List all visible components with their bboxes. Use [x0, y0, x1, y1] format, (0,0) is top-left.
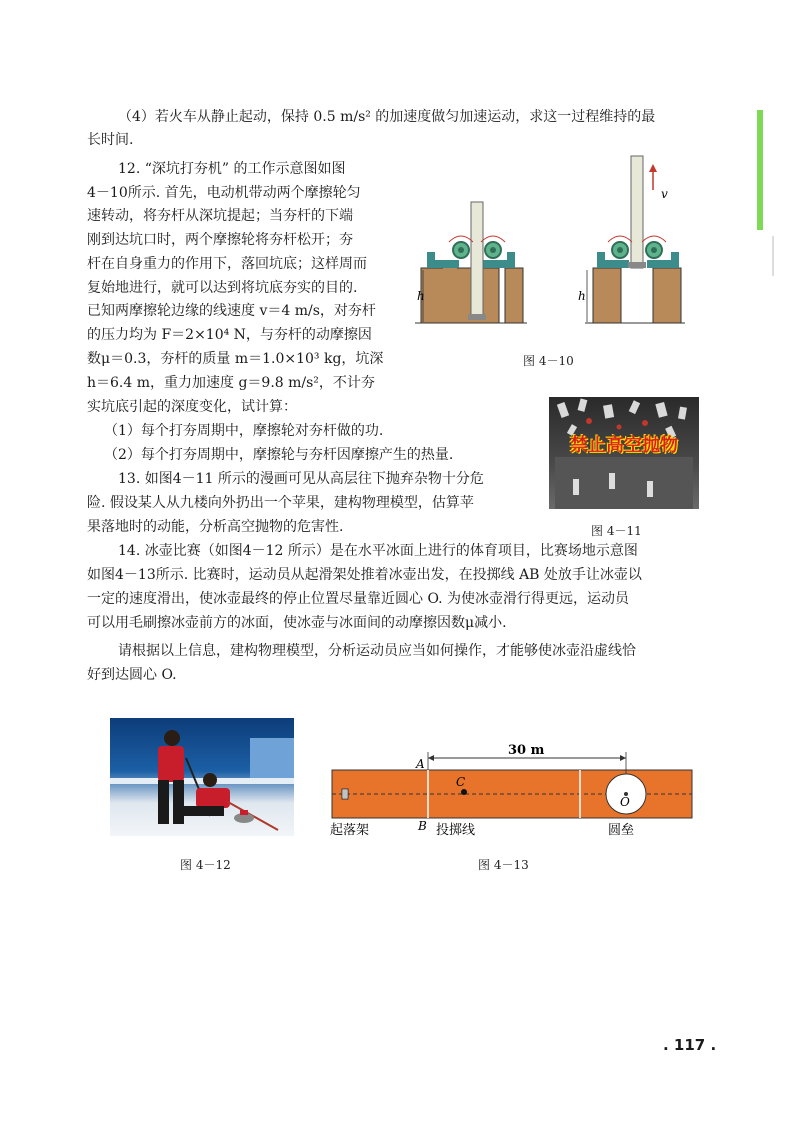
curling-stone: [234, 810, 254, 823]
label-h-left: h: [417, 289, 425, 303]
caption-fig-4-12: 图 4－12: [180, 858, 231, 872]
paragraph-q12-sub2: （2）每个打夯周期中，摩擦轮与夯杆因摩擦产生的热量.: [104, 447, 454, 463]
label-o: O: [620, 795, 630, 809]
paragraph-q12-line4: 刚到达坑口时，两个摩擦轮将夯杆松开；夯: [87, 232, 353, 248]
paragraph-q12-sub1: （1）每个打夯周期中，摩擦轮对夯杆做的功.: [104, 423, 384, 439]
machine-before: [415, 202, 527, 323]
caption-fig-4-10: 图 4－10: [523, 354, 574, 368]
paragraph-q13-line2: 险. 假设某人从九楼向外扔出一个苹果，建构物理模型，估算苹: [87, 495, 474, 511]
paragraph-q12-line6: 复始地进行，就可以达到将坑底夯实的目的.: [87, 280, 358, 296]
label-a: A: [416, 757, 425, 771]
paragraph-q12-line8: 的压力均为 F＝2×10⁴ N，与夯杆的动摩擦因: [87, 327, 372, 343]
paragraph-q14-line3: 一定的速度滑出，使冰壶最终的停止位置尽量靠近圆心 O. 为使冰壶滑行得更远，运动员: [87, 591, 630, 607]
paragraph-q14-line5: 请根据以上信息，建构物理模型，分析运动员应当如何操作，才能够使冰壶沿虚线恰: [118, 643, 636, 659]
distance-label: 30 m: [508, 743, 545, 758]
page-number: . 117 .: [663, 1036, 717, 1054]
paragraph-q14-line6: 好到达圆心 O.: [87, 667, 177, 683]
stone-c: [461, 789, 467, 795]
start-frame: [342, 789, 348, 799]
paragraph-q12-line1: 12. “深坑打夯机” 的工作示意图如图: [118, 161, 346, 177]
paragraph-q4-cont: 长时间.: [87, 132, 134, 148]
poster-banner: 禁止高空抛物: [570, 435, 678, 456]
paragraph-q12-line9: 数μ＝0.3，夯杆的质量 m＝1.0×10³ kg，坑深: [87, 351, 384, 367]
paragraph-q12-line3: 速转动，将夯杆从深坑提起；当夯杆的下端: [87, 208, 353, 224]
curling-sheet-diagram: [330, 740, 700, 846]
side-accent-bar: [757, 110, 763, 230]
caption-fig-4-11: 图 4－11: [591, 524, 642, 538]
paragraph-q12-line10: h＝6.4 m，重力加速度 g＝9.8 m/s²，不计夯: [87, 375, 375, 391]
paragraph-q12-line7: 已知两摩擦轮边缘的线速度 v＝4 m/s，对夯杆: [87, 303, 376, 319]
paragraph-q13-line1: 13. 如图4－11 所示的漫画可见从高层往下抛弃杂物十分危: [118, 471, 484, 487]
machine-after: [585, 156, 685, 323]
curling-photo: [110, 718, 294, 836]
label-c: C: [456, 775, 466, 789]
label-throw-line: 投掷线: [436, 823, 476, 838]
label-house: 圆垒: [608, 823, 635, 838]
falling-objects-cartoon: [549, 397, 699, 509]
paragraph-q4: （4）若火车从静止起动，保持 0.5 m/s² 的加速度做匀加速运动，求这一过程维持的最: [118, 109, 656, 125]
paragraph-q13-line3: 果落地时的动能，分析高空抛物的危害性.: [87, 519, 344, 535]
paragraph-q14-line4: 可以用毛刷擦冰壶前方的冰面，使冰壶与冰面间的动摩擦因数μ减小.: [87, 615, 507, 631]
label-h-right: h: [578, 289, 586, 303]
paragraph-q12-line2: 4－10所示. 首先，电动机带动两个摩擦轮匀: [87, 185, 361, 201]
label-b: B: [418, 819, 427, 833]
paragraph-q14-line1: 14. 冰壶比赛（如图4－12 所示）是在水平冰面上进行的体育项目，比赛场地示意图: [118, 543, 638, 559]
paragraph-q12-line5: 杆在自身重力的作用下，落回坑底；这样周而: [87, 256, 367, 272]
tamping-machine-diagram: [415, 150, 705, 340]
side-mark: [768, 236, 778, 276]
label-start-frame: 起落架: [330, 823, 370, 838]
paragraph-q12-line11: 实坑底引起的深度变化，试计算：: [87, 399, 297, 415]
paragraph-q14-line2: 如图4－13所示. 比赛时，运动员从起滑架处推着冰壶出发，在投掷线 AB 处放手让冰壶以: [87, 567, 642, 583]
label-v: v: [661, 187, 668, 201]
caption-fig-4-13: 图 4－13: [478, 858, 529, 872]
